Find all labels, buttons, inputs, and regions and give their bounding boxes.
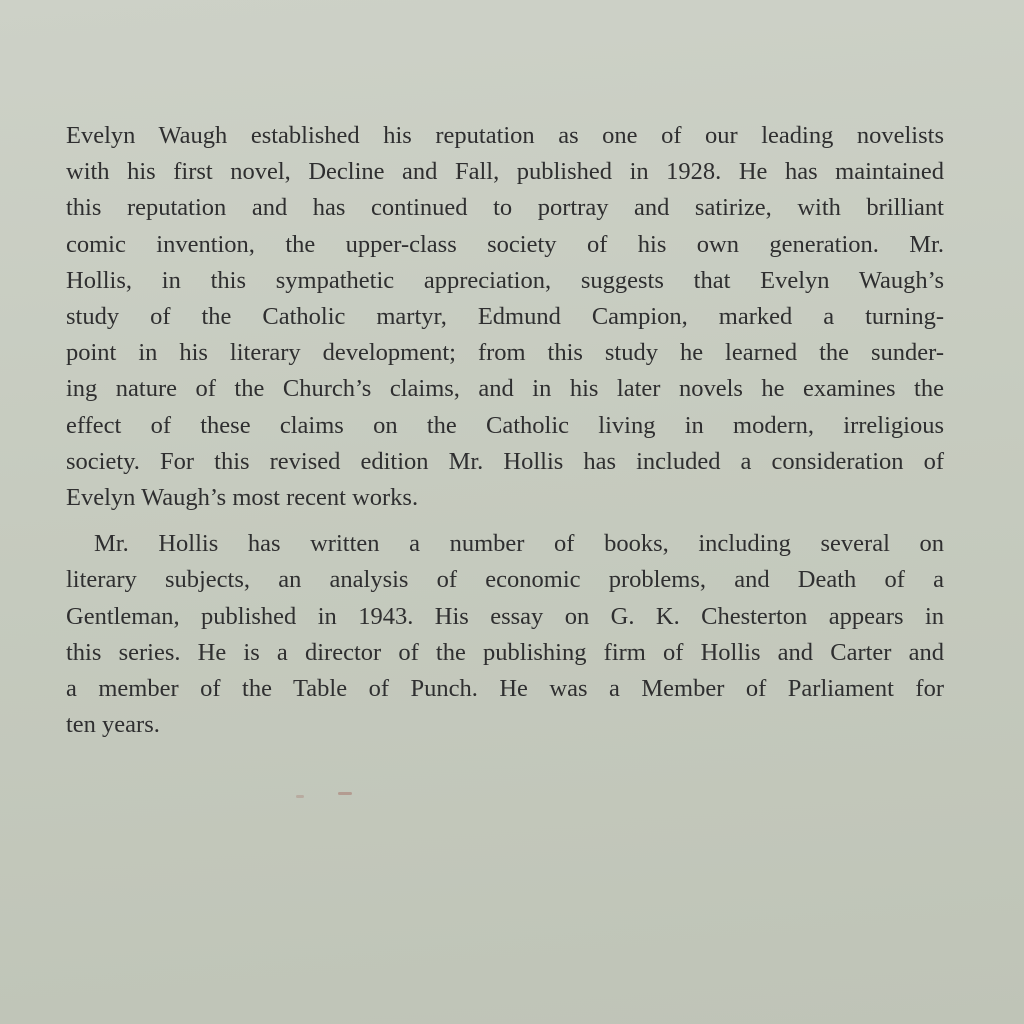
text-line: Evelyn Waugh’s most recent works.	[66, 484, 419, 512]
text-line: society. For this revised edition Mr. Hollis has included a consideration of	[66, 447, 944, 475]
text-line: literary subjects, an analysis of economic problems, and Death of a	[66, 566, 944, 594]
text-line: ing nature of the Church’s claims, and in his later novels he examines the	[66, 375, 944, 403]
paragraph-author-reputation	[66, 118, 944, 516]
text-line: Hollis, in this sympathetic appreciation, suggests that Evelyn Waugh’s	[66, 266, 944, 294]
text-line: a member of the Table of Punch. He was a Member of Parliament for	[66, 675, 944, 703]
text-line: comic invention, the upper-class society of his own generation. Mr.	[66, 230, 944, 258]
text-line: study of the Catholic martyr, Edmund Campion, marked a turning-	[66, 303, 944, 331]
text-line: ten years.	[66, 711, 160, 739]
paper-blemish	[338, 792, 352, 795]
jacket-blurb	[66, 118, 944, 743]
paragraph-about-hollis	[66, 526, 944, 743]
text-line: effect of these claims on the Catholic living in modern, irreligious	[66, 411, 944, 439]
text-line: Gentleman, published in 1943. His essay on G. K. Chesterton appears in	[66, 602, 944, 630]
text-line: this reputation and has continued to portray and satirize, with brilliant	[66, 194, 944, 222]
text-line: with his first novel, Decline and Fall, published in 1928. He has maintained	[66, 158, 944, 186]
paper-blemish	[296, 795, 304, 798]
text-line: Evelyn Waugh established his reputation as one of our leading novelists	[66, 122, 944, 149]
text-line: Mr. Hollis has written a number of books, including several on	[94, 530, 944, 558]
text-line: point in his literary development; from this study he learned the sunder-	[66, 339, 944, 367]
text-line: this series. He is a director of the publishing firm of Hollis and Carter and	[66, 638, 944, 666]
